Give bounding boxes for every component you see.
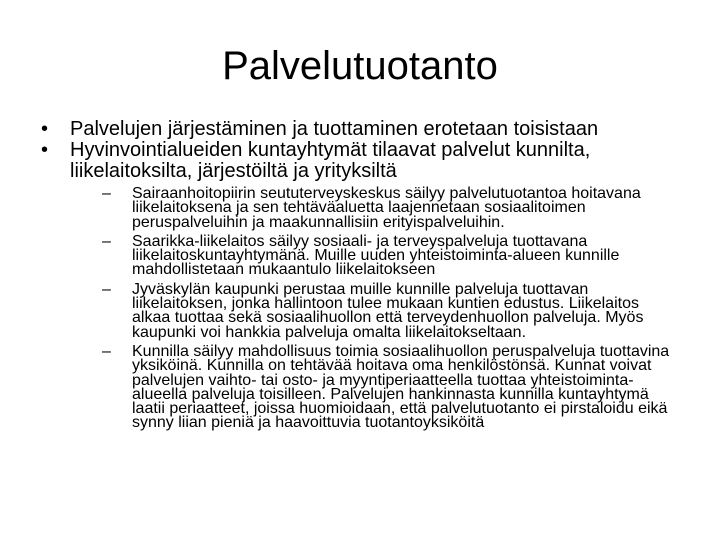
sub-bullet-item: [102, 342, 670, 432]
slide-title: Palvelutuotanto: [222, 44, 498, 88]
dash-marker: –: [102, 342, 111, 360]
dash-marker: –: [102, 280, 111, 298]
bullet-item: [0, 140, 720, 431]
bullet-marker: •: [41, 139, 49, 161]
bullet-item: [0, 119, 720, 140]
dash-marker: –: [102, 232, 111, 250]
bullet-text: Palvelujen järjestäminen ja tuottaminen erotetaan toisistaan: [70, 118, 599, 140]
sub-bullet-item: [102, 187, 670, 230]
sub-bullet-text: Sairaanhoitopiirin seututerveyskeskus säilyy palvelutuotantoa hoitavana liikelaitoksena ja sen tehtäväaluetta laajennetaan sosiaalitoimen peruspalveluihin ja maakunnallisiin erityispalveluihin.: [132, 185, 641, 231]
bullet-marker: •: [41, 118, 49, 140]
sub-bullet-text: Kunnilla säilyy mahdollisuus toimia sosiaalihuollon peruspalveluja tuottavina yksiköinä. Kunnilla on tehtävää hoitava oma henkilöstönsä. Kunnat voivat palvelujen vaihto- tai osto- ja myyntiperiaatteella tuottaa yhteistoiminta-alueella palveluja toisilleen. Palvelujen hankinnasta kunnilla kuntayhtymä laatii periaatteet, joissa huomioidaan, että palvelutuotanto ei pirstaloidu eikä synny liian pieniä ja haavoittuvia tuotantoyksiköitä: [132, 342, 670, 432]
sub-bullet-text: Jyväskylän kaupunki perustaa muille kunnille palveluja tuottavan liikelaitoksen, jonka hallintoon tulee mukaan kuntien edustus. Liikelaitos alkaa tuottaa sekä sosiaalihuollon että terveydenhuollon palveluja. Myös kaupunki voi hankkia palveluja omalta liikelaitokseltaan.: [132, 280, 644, 341]
sub-bullet-list: [70, 187, 680, 431]
bullet-text: Hyvinvointialueiden kuntayhtymät tilaavat palvelut kunnilta, liikelaitoksilta, järjestöiltä ja yrityksiltä: [70, 139, 591, 182]
bullet-list: [0, 119, 720, 436]
sub-bullet-item: [102, 280, 670, 341]
sub-bullet-text: Saarikka-liikelaitos säilyy sosiaali- ja terveyspalveluja tuottavana liikelaitoskuntayhtymänä. Muille uuden yhteistoiminta-alueen kunnille mahdollistetaan mukaantulo liikelaitokseen: [132, 232, 620, 279]
dash-marker: –: [102, 185, 111, 202]
sub-bullet-item: [102, 232, 670, 279]
